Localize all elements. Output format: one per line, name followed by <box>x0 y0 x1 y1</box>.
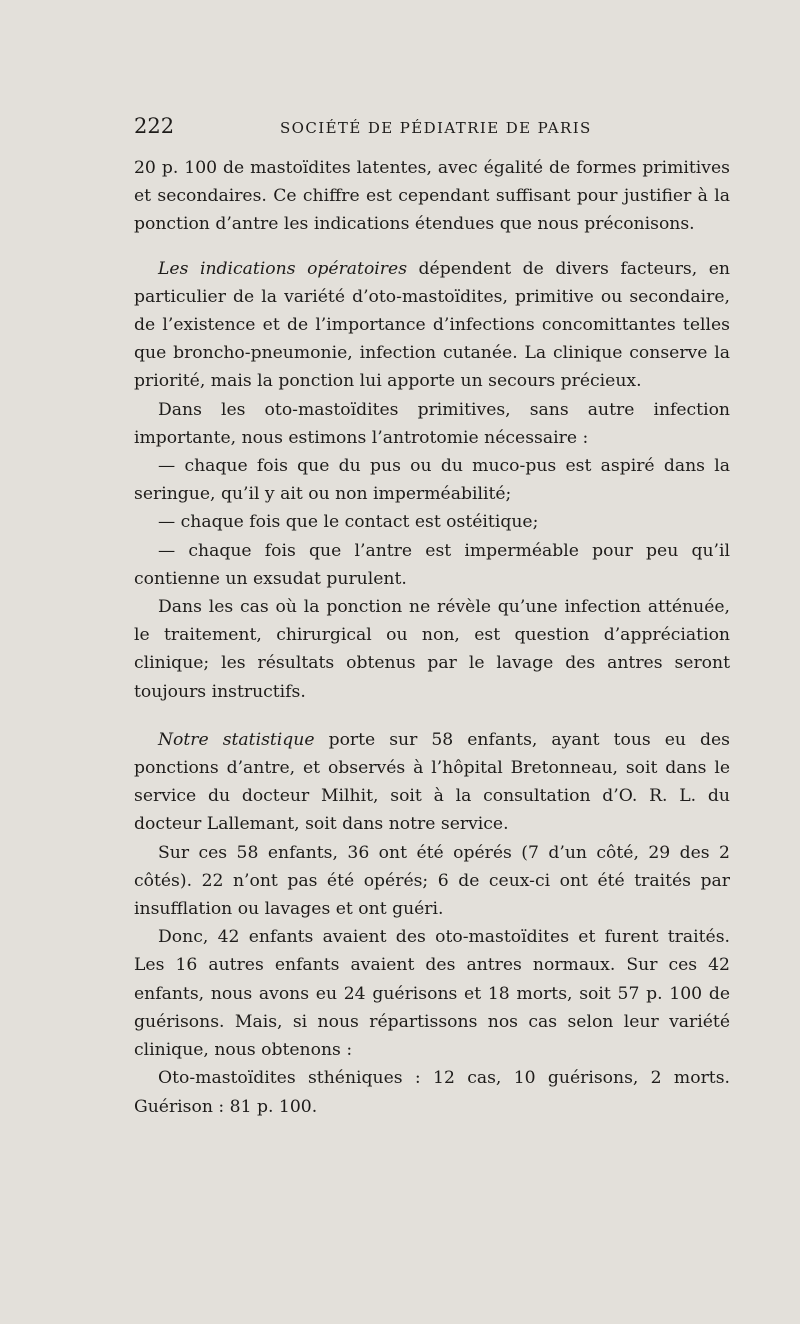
paragraph-operated: Sur ces 58 enfants, 36 ont été opérés (7 d’un côté, 29 des 2 côtés). 22 n’ont pas été opérés; 6 de ceux-ci ont été traités par insufflation ou lavages et ont guéri. <box>134 842 730 920</box>
paragraph-continuation: 20 p. 100 de mastoïdites latentes, avec égalité de formes primitives et secondaires. Ce chiffre est cependant suffisant pour justifier à la ponction d’antre les indications étendues que nous préconisons. <box>134 158 730 235</box>
paragraph-primitive: Dans les oto-mastoïdites primitives, sans autre infection importante, nous estimons l’antrotomie nécessaire : <box>134 399 730 448</box>
paragraph-sthenic: Oto-mastoïdites sthéniques : 12 cas, 10 guérisons, 2 morts. Guérison : 81 p. 100. <box>134 1068 730 1117</box>
body-text <box>134 154 730 1121</box>
list-item: — chaque fois que l’antre est imperméable pour peu qu’il contienne un exsudat purulent. <box>134 540 730 589</box>
paragraph-statistics <box>134 726 730 839</box>
list-item: — chaque fois que du pus ou du muco-pus est aspiré dans la seringue, qu’il y ait ou non imperméabilité; <box>134 456 730 505</box>
paragraph-text: dépendent de divers facteurs, en particulier de la variété d’oto-mastoïdites, primitive ou secondaire, de l’existence et de l’importance d’infections concomittantes telles que broncho-pneumonie, infection cutanée. La clinique conserve la priorité, mais la ponction lui apporte un secours précieux. <box>134 258 730 392</box>
running-title: SOCIÉTÉ DE PÉDIATRIE DE PARIS <box>280 119 592 137</box>
italic-heading-statistics: Notre statistique <box>158 729 315 750</box>
paragraph-text: porte sur 58 enfants, ayant tous eu des ponctions d’antre, et observés à l’hôpital Bretonneau, soit dans le service du docteur Milhit, soit à la consultation d’O. R. L. du docteur Lallemant, soit dans notre service. <box>134 729 730 835</box>
page-number: 222 <box>134 114 175 138</box>
paragraph-attenuated: Dans les cas où la ponction ne révèle qu’une infection atténuée, le traitement, chirurgical ou non, est question d’appréciation clinique; les résultats obtenus par le lavage des antres seront toujours instructifs. <box>134 597 730 702</box>
italic-heading-indications: Les indications opératoires <box>158 258 408 279</box>
list-item: — chaque fois que le contact est ostéitique; <box>158 512 539 533</box>
paragraph-results: Donc, 42 enfants avaient des oto-mastoïdites et furent traités. Les 16 autres enfants avaient des antres normaux. Sur ces 42 enfants, nous avons eu 24 guérisons et 18 morts, soit 57 p. 100 de guérisons. Mais, si nous répartissons nos cas selon leur variété clinique, nous obtenons : <box>134 927 730 1061</box>
paragraph-indications <box>134 255 730 396</box>
page-header <box>134 114 734 144</box>
